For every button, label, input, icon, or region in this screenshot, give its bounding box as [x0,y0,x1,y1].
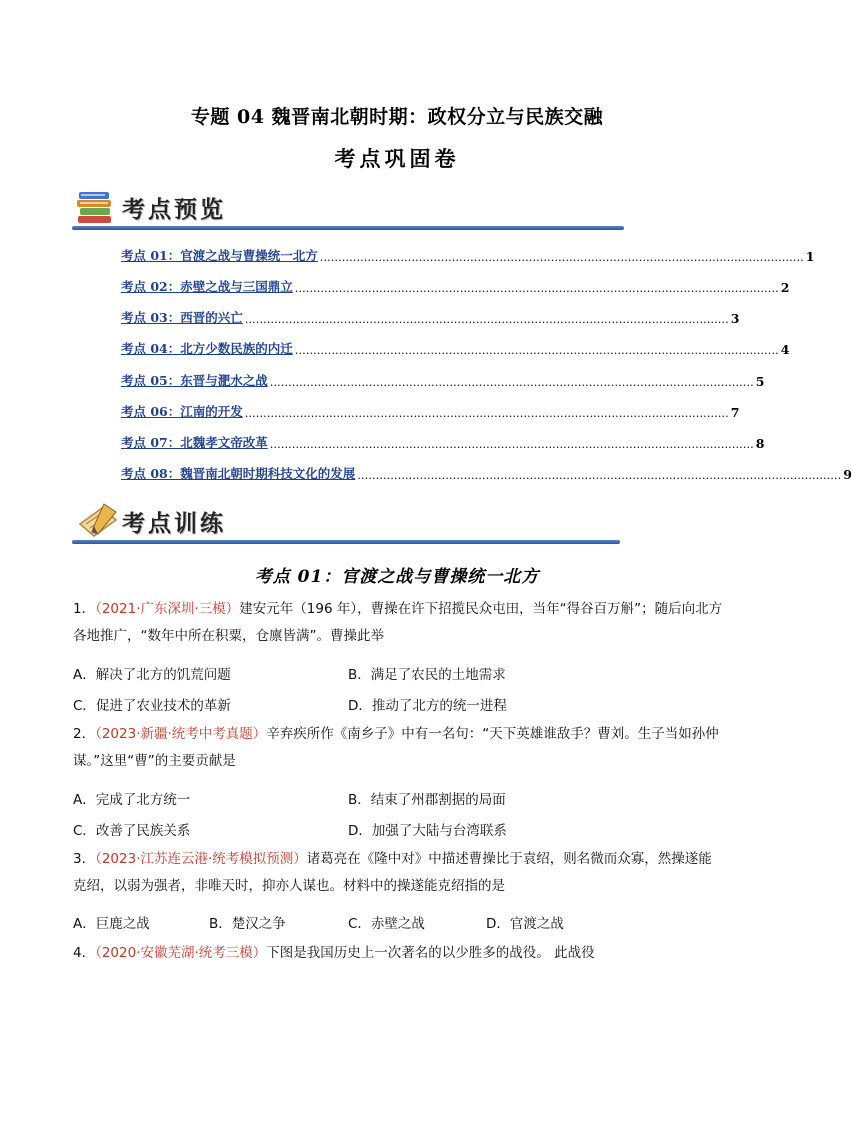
question-3 [73,846,723,900]
preview-rule [72,226,624,230]
option-c[interactable]: C．促进了农业技术的革新 [73,698,231,714]
toc-item[interactable] [121,246,815,264]
training-heading: 考点训练 [122,511,226,537]
question-text: 下图是我国历史上一次著名的以少胜多的战役。 此战役 [266,945,595,961]
toc-leader: …………………………………………………………………………………………………………………… [357,469,842,482]
question-number: 2． [73,726,96,742]
toc-item[interactable] [121,464,852,482]
option-b[interactable]: B．楚汉之争 [209,916,286,932]
option-a[interactable]: A．完成了北方统一 [73,792,191,808]
toc-link[interactable]: 考点 05：东晋与淝水之战 [121,373,268,388]
option-a[interactable]: A．解决了北方的饥荒问题 [73,667,231,683]
option-d[interactable]: D．加强了大陆与台湾联系 [348,823,507,839]
toc-link[interactable]: 考点 07：北魏孝文帝改革 [121,435,268,450]
toc-page-number: 4 [780,342,790,357]
question-text: 辛弃疾所作《南乡子》中有一名句：“天下英雄谁敌手？曹刘。生子当如孙仲谋。”这里“曹”的主要贡献是 [73,726,719,769]
toc-link[interactable]: 考点 06：江南的开发 [121,404,243,419]
toc-leader: …………………………………………………………………………………………………………………… [294,282,779,295]
toc-link[interactable]: 考点 01：官渡之战与曹操统一北方 [121,248,318,263]
toc-page-number: 5 [755,374,765,389]
option-c[interactable]: C．改善了民族关系 [73,823,191,839]
question-source: （2021·广东深圳·三模） [95,601,240,617]
question-number: 4． [73,945,96,961]
toc-item[interactable] [121,339,790,357]
toc-item[interactable] [121,371,765,389]
question-number: 3． [73,851,96,867]
question-4 [73,940,723,967]
toc-link[interactable]: 考点 08：魏晋南北朝时期科技文化的发展 [121,466,356,481]
option-d[interactable]: D．推动了北方的统一进程 [348,698,507,714]
toc-page-number: 3 [730,311,740,326]
toc-item[interactable] [121,402,740,420]
toc-leader: …………………………………………………………………………………………………………………… [269,438,754,451]
toc-link[interactable]: 考点 02：赤壁之战与三国鼎立 [121,279,293,294]
question-2 [73,721,723,775]
toc-page-number: 8 [755,436,765,451]
option-b[interactable]: B．满足了农民的土地需求 [348,667,506,683]
toc-page-number: 9 [843,467,852,482]
option-d[interactable]: D．官渡之战 [486,916,564,932]
toc-leader: …………………………………………………………………………………………………………………… [319,251,804,264]
preview-banner [72,188,624,230]
preview-heading: 考点预览 [122,197,226,223]
question-source: （2023·江苏连云港·统考模拟预测） [95,851,307,867]
toc-leader: …………………………………………………………………………………………………………………… [269,376,754,389]
toc-link[interactable]: 考点 04：北方少数民族的内迁 [121,341,293,356]
question-number: 1． [73,601,96,617]
pencil-note-icon [76,502,122,540]
question-source: （2023·新疆·统考中考真题） [95,726,267,742]
option-a[interactable]: A．巨鹿之战 [73,916,150,932]
question-source: （2020·安徽芜湖·统考三模） [95,945,267,961]
toc-leader: …………………………………………………………………………………………………………………… [244,407,729,420]
books-icon [76,188,122,226]
toc-item[interactable] [121,277,790,295]
toc-page-number: 1 [805,249,815,264]
question-1 [73,596,723,650]
option-c[interactable]: C．赤壁之战 [348,916,425,932]
document-subtitle: 考点巩固卷 [334,146,460,171]
toc-page-number: 2 [780,280,790,295]
training-rule [72,540,620,544]
training-banner [72,502,624,544]
toc-link[interactable]: 考点 03：西晋的兴亡 [121,310,243,325]
toc-item[interactable] [121,433,765,451]
toc-leader: …………………………………………………………………………………………………………………… [294,344,779,357]
toc-page-number: 7 [730,405,740,420]
toc-item[interactable] [121,308,740,326]
section-title: 考点 01：官渡之战与曹操统一北方 [254,567,540,587]
option-b[interactable]: B．结束了州郡割据的局面 [348,792,506,808]
question-text: 诸葛亮在《隆中对》中描述曹操比于袁绍，则名微而众寡，然操遂能克绍，以弱为强者，非唯天时，抑亦人谋也。材料中的操遂能克绍指的是 [73,851,712,894]
toc-leader: …………………………………………………………………………………………………………………… [244,313,729,326]
question-text: 建安元年（196 年），曹操在许下招揽民众屯田，当年“得谷百万斛”；随后向北方各地推广，“数年中所在积粟，仓廪皆满”。曹操此举 [73,601,723,644]
document-title: 专题 04 魏晋南北朝时期：政权分立与民族交融 [190,106,604,128]
